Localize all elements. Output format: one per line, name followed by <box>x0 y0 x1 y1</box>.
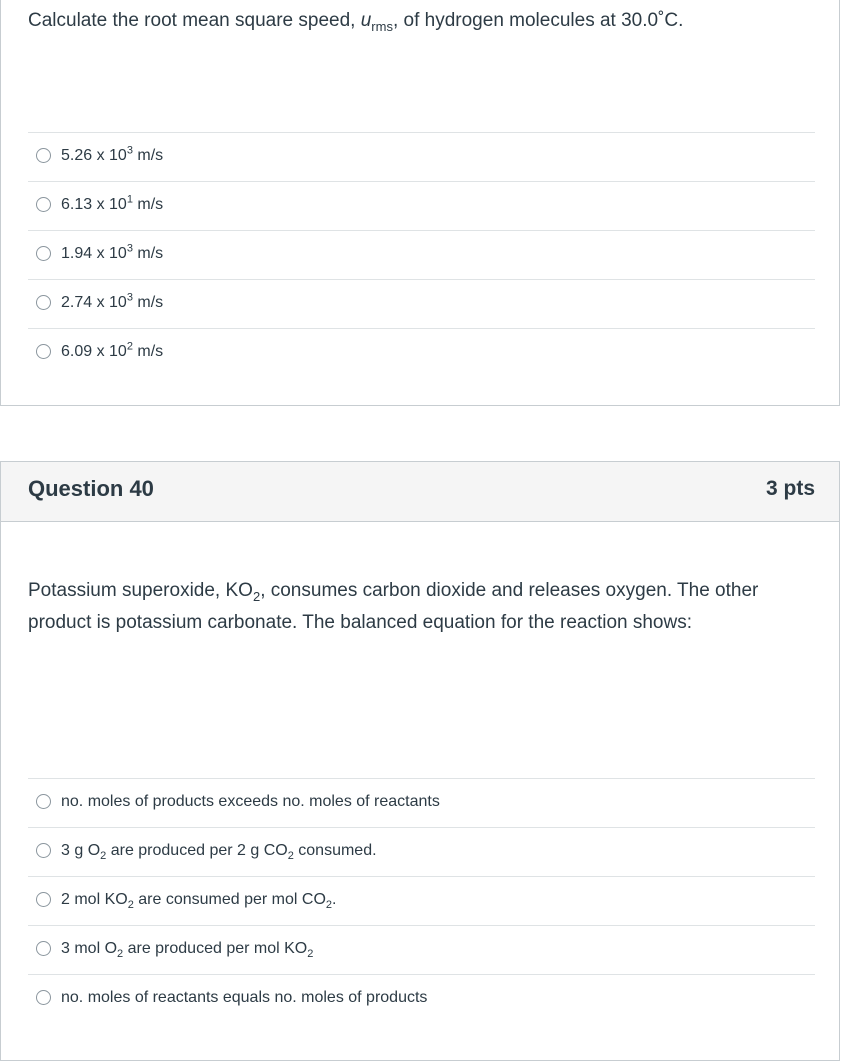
answer-list <box>28 132 815 377</box>
question-40-prompt: Potassium superoxide, $KO_2$, consumes carbon dioxide and releases oxygen. The other product is potassium carbonate. The balanced equation for the reaction shows: <box>28 580 759 633</box>
radio-button[interactable] <box>36 197 51 212</box>
radio-button[interactable] <box>36 344 51 359</box>
radio-button[interactable] <box>36 892 51 907</box>
answer-label[interactable]: 2 mol $KO_2$ are consumed per mol $CO_2$. <box>61 891 337 912</box>
answer-option[interactable] <box>28 230 815 279</box>
answer-option[interactable] <box>28 827 815 876</box>
answer-label[interactable]: no. moles of reactants equals no. moles of products <box>61 989 428 1006</box>
question-title: Question 40 <box>28 476 154 501</box>
prompt-text: , of hydrogen molecules at 30.0˚C. <box>392 10 684 31</box>
answer-label[interactable]: 6.13 x $10^1$ m/s <box>61 193 164 213</box>
radio-button[interactable] <box>36 148 51 163</box>
answer-label[interactable]: 2.74 x $10^3$ m/s <box>61 291 164 311</box>
prompt-variable-subscript: rms <box>371 18 393 34</box>
answer-list <box>28 778 815 1023</box>
answer-label[interactable]: 3 mol $O_2$ are produced per mol $KO_2$ <box>61 940 314 961</box>
radio-button[interactable] <box>36 990 51 1005</box>
answer-option[interactable] <box>28 181 815 230</box>
answer-option[interactable] <box>28 328 815 377</box>
answer-option[interactable] <box>28 132 815 181</box>
answer-option[interactable] <box>28 925 815 974</box>
question-39-card <box>0 0 840 406</box>
prompt-variable: u <box>360 10 372 31</box>
answer-option[interactable] <box>28 778 815 827</box>
answer-label[interactable]: 3 g $O_2$ are produced per 2 g $CO_2$ consumed. <box>61 842 377 863</box>
question-40-card <box>0 461 840 1061</box>
answer-option[interactable] <box>28 876 815 925</box>
answer-label[interactable]: 6.09 x $10^2$ m/s <box>61 340 164 360</box>
question-points: 3 pts <box>765 477 815 500</box>
answer-label[interactable]: 5.26 x $10^3$ m/s <box>61 144 164 164</box>
question-39-prompt <box>28 5 683 37</box>
question-header <box>1 462 839 522</box>
radio-button[interactable] <box>36 295 51 310</box>
radio-button[interactable] <box>36 794 51 809</box>
answer-label[interactable]: 1.94 x $10^3$ m/s <box>61 242 164 262</box>
radio-button[interactable] <box>36 941 51 956</box>
answer-label[interactable]: no. moles of products exceeds no. moles of reactants <box>61 793 440 810</box>
radio-button[interactable] <box>36 246 51 261</box>
prompt-text: Calculate the root mean square speed, <box>28 10 361 31</box>
answer-option[interactable] <box>28 279 815 328</box>
radio-button[interactable] <box>36 843 51 858</box>
answer-option[interactable] <box>28 974 815 1023</box>
